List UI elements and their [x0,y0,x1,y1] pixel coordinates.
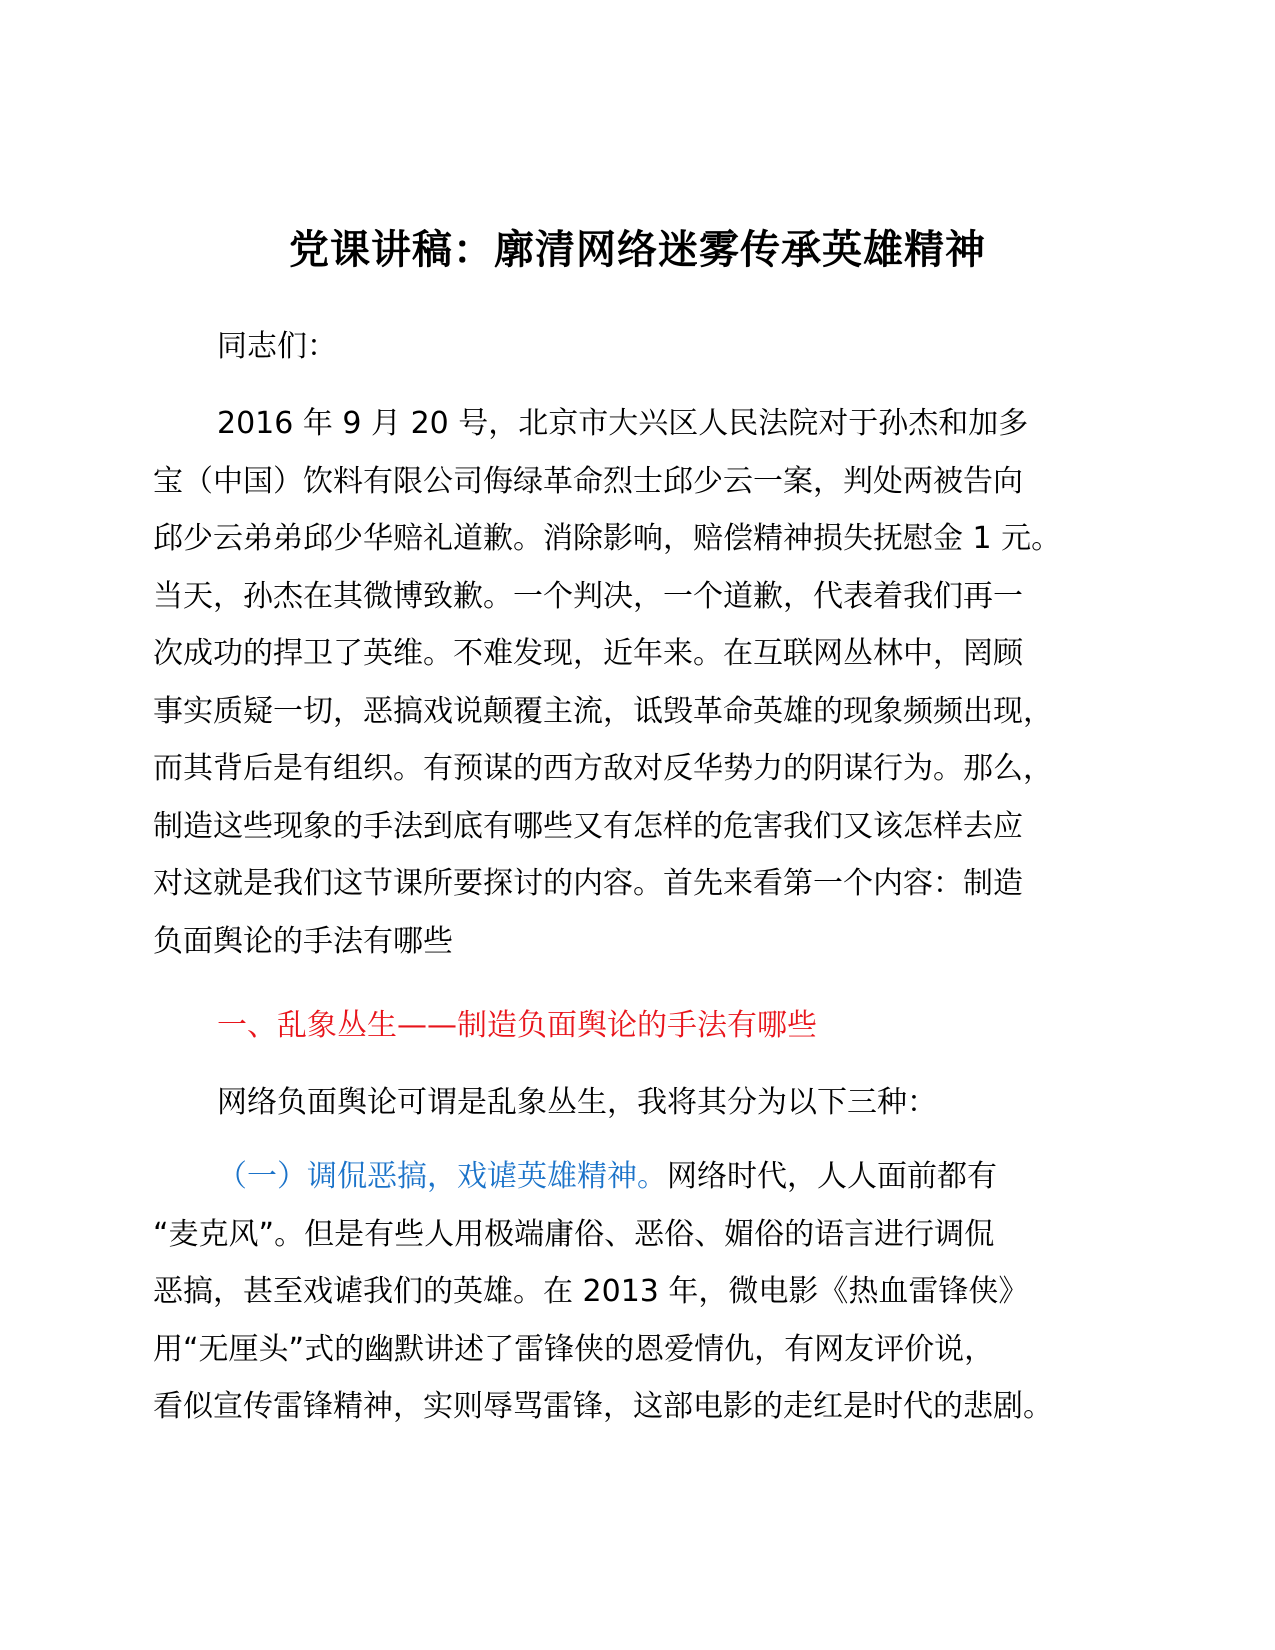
subsection-line: 用“无厘头”式的幽默讲述了雷锋侠的恩爱情仇，有网友评价说， [153,1331,995,1367]
intro-line: 对这就是我们这节课所要探讨的内容。首先来看第一个内容：制造 [153,866,1023,901]
section-heading: 一、乱象丛生——制造负面舆论的手法有哪些 [217,1008,817,1043]
subsection-first-line [153,1148,1143,1206]
intro-line: 而其背后是有组织。有预谋的西方敌对反华势力的阴谋行为。那么， [153,751,1053,786]
subsection-line: 网络时代，人人面前都有 [667,1159,997,1194]
intro-line: 当天，孙杰在其微博致歉。一个判决，一个道歉，代表着我们再一 [153,578,1023,614]
document-title: 党课讲稿：廓清网络迷雾传承英雄精神 [289,227,986,273]
intro-paragraph [153,395,1143,970]
subsection-line: 看似宣传雷锋精神，实则辱骂雷锋，这部电影的走红是时代的悲剧。 [153,1389,1053,1424]
intro-line: 事实质疑一切，恶搞戏说颠覆主流，诋毁革命英雄的现象频频出现， [153,693,1053,729]
intro-line: 2016 年 9 月 20 号，北京市大兴区人民法院对于孙杰和加多 [217,406,1029,441]
greeting-paragraph: 同志们： [217,329,337,364]
subsection-heading: （一）调侃恶搞，戏谑英雄精神。 [217,1159,667,1194]
intro-line: 宝（中国）饮料有限公司侮绿革命烈士邱少云一案，判处两被告向 [153,463,1023,499]
subsection-line: “麦克风”。但是有些人用极端庸俗、恶俗、媚俗的语言进行调侃 [153,1216,995,1252]
intro-line: 次成功的捍卫了英维。不难发现，近年来。在互联网丛林中，罔顾 [153,636,1023,671]
intro-line: 邱少云弟弟邱少华赔礼道歉。消除影响，赔偿精神损失抚慰金 1 元。 [153,521,1062,556]
subsection-paragraph [153,1148,1143,1436]
section-intro-paragraph: 网络负面舆论可谓是乱象丛生，我将其分为以下三种： [217,1085,937,1120]
intro-line: 负面舆论的手法有哪些 [153,923,453,959]
intro-line: 制造这些现象的手法到底有哪些又有怎样的危害我们又该怎样去应 [153,808,1023,844]
subsection-line: 恶搞，甚至戏谑我们的英雄。在 2013 年，微电影《热血雷锋侠》 [153,1274,1029,1309]
